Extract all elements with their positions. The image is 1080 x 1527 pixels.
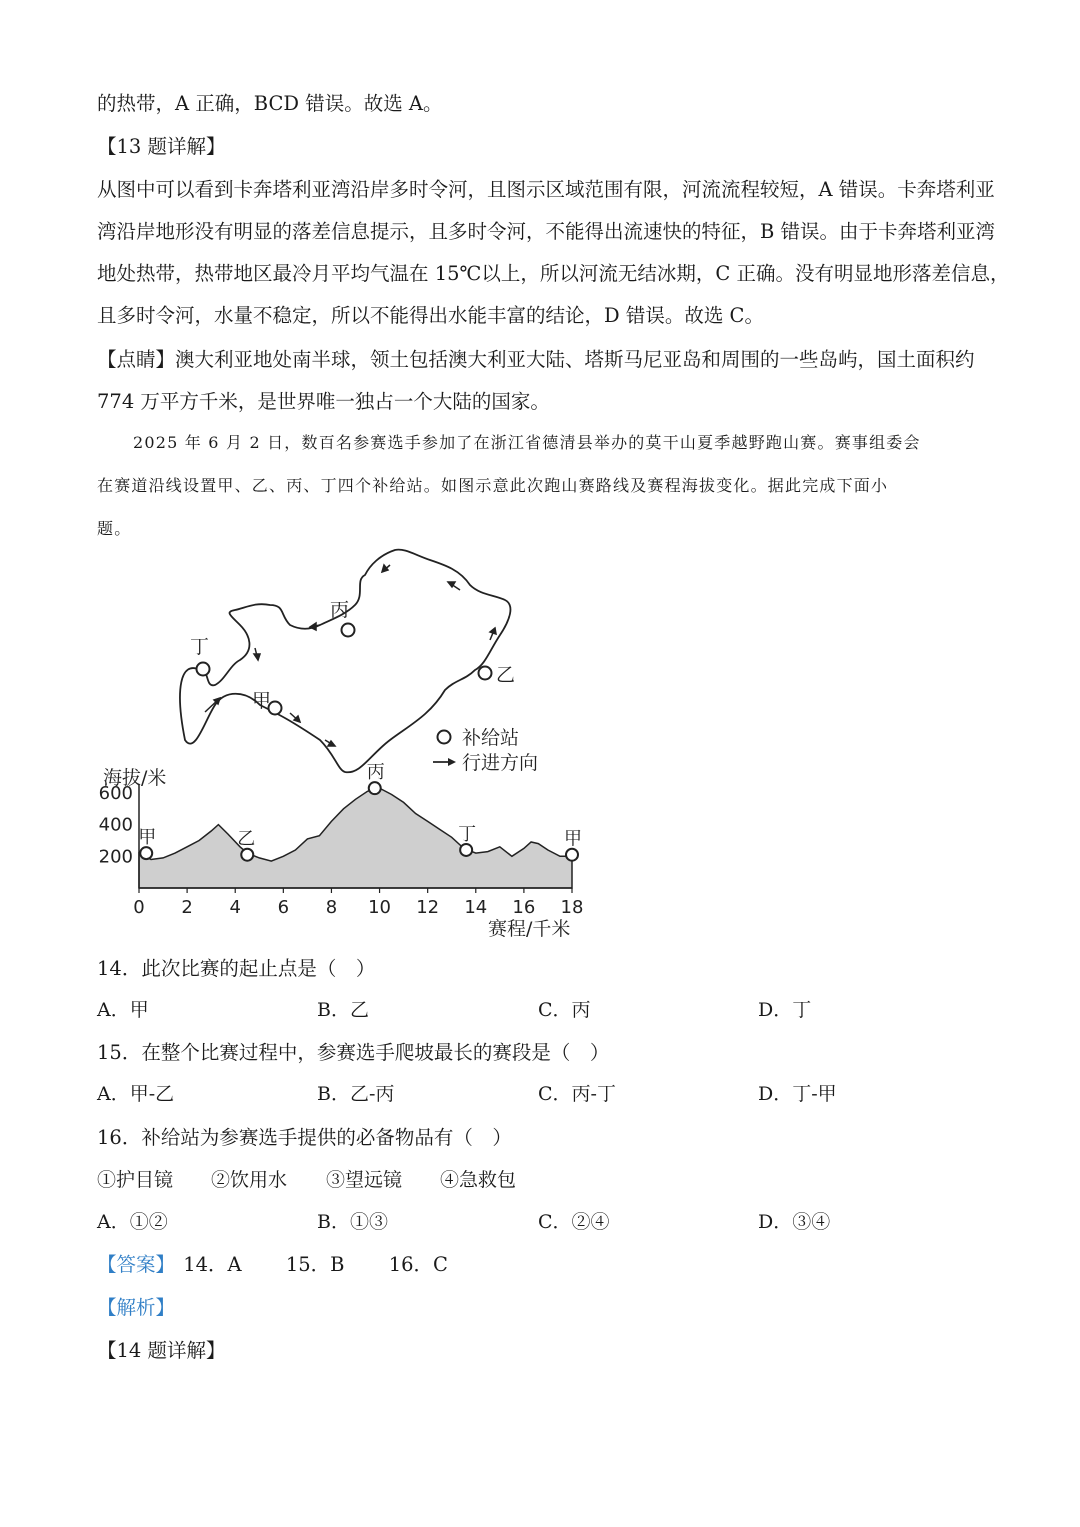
q16-item: ②饮用水 [211,1169,288,1191]
station-yi-label: 乙 [496,664,516,686]
answer-label: 【答案】 [97,1253,176,1276]
q15-option-d[interactable]: D．丁-甲 [758,1083,837,1105]
profile-station-marker [566,849,578,861]
legend-station-icon [438,731,451,744]
q15-option-a[interactable]: A．甲-乙 [97,1083,175,1105]
intro-line: 题。 [97,519,132,538]
y-tick-label: 400 [98,814,133,836]
route-map [170,540,590,780]
legend-station-label: 补给站 [462,727,520,749]
station-yi-marker [479,667,492,680]
legend-direction-label: 行进方向 [462,752,539,774]
answer-16: 16．C [388,1253,448,1276]
dianjing-text: 澳大利亚地处南半球，领土包括澳大利亚大陆、塔斯马尼亚岛和周围的一些岛屿，国土面积约 [175,348,975,371]
q16-item: ①护目镜 [97,1169,174,1191]
answer-15: 15．B [285,1253,345,1276]
profile-station-marker [369,782,381,794]
station-jia-label: 甲 [252,690,272,712]
profile-station-marker [140,847,152,859]
x-tick-label: 10 [368,897,392,918]
route-path [180,550,510,773]
direction-arrows [205,565,496,746]
profile-station-marker [241,849,253,861]
answer-line [97,1251,448,1279]
q16-option-c[interactable]: C．②④ [538,1211,610,1233]
q16-item: ④急救包 [440,1169,517,1191]
y-axis-label: 海拔/米 [103,767,167,789]
elevation-profile-chart [95,760,615,945]
x-axis-label: 赛程/千米 [488,918,571,940]
section-13-heading: 【13 题详解】 [97,135,226,158]
x-tick-label: 14 [464,897,488,918]
dianjing-line-2: 774 万平方千米，是世界唯一独占一个大陆的国家。 [97,390,550,413]
profile-station-label: 乙 [237,828,256,850]
q16-option-a[interactable]: A．①② [97,1211,168,1233]
x-tick-label: 16 [512,897,536,918]
profile-station-label: 甲 [138,827,157,849]
prev-conclusion-line: 的热带，A 正确，BCD 错误。故选 A。 [97,92,443,115]
intro-line: 2025 年 6 月 2 日，数百名参赛选手参加了在浙江省德清县举办的莫干山夏季越野跑山赛。赛事组委会 [133,433,921,452]
q15-option-b[interactable]: B．乙-丙 [317,1083,395,1105]
q14-option-d[interactable]: D．丁 [758,999,812,1021]
x-tick-label: 12 [416,897,440,918]
x-tick-label: 6 [277,897,290,918]
section-13-text-line: 湾沿岸地形没有明显的落差信息提示，且多时令河，不能得出流速快的特征，B 错误。由于卡奔塔利亚湾 [97,220,996,243]
q14-option-a[interactable]: A．甲 [97,999,149,1021]
question-16-stem: 16．补给站为参赛选手提供的必备物品有（ ） [97,1126,512,1149]
q15-option-c[interactable]: C．丙-丁 [538,1083,616,1105]
station-ding-label: 丁 [190,636,210,658]
intro-line: 在赛道沿线设置甲、乙、丙、丁四个补给站。如图示意此次跑山赛路线及赛程海拔变化。据此完成下面小 [97,476,889,495]
elevation-area [139,788,572,888]
x-tick-label: 0 [133,897,145,918]
profile-station-label: 丙 [366,762,385,784]
station-markers [197,624,492,715]
q16-option-d[interactable]: D．③④ [758,1211,831,1233]
question-14-stem: 14．此次比赛的起止点是（ ） [97,957,376,980]
station-ding-marker [197,663,210,676]
station-bing-marker [342,624,355,637]
section-13-text-line: 且多时令河，水量不稳定，所以不能得出水能丰富的结论，D 错误。故选 C。 [97,304,764,327]
q14-option-c[interactable]: C．丙 [538,999,591,1021]
y-tick-label: 600 [98,782,133,804]
q16-option-b[interactable]: B．①③ [317,1211,388,1233]
y-tick-label: 200 [98,846,133,868]
dianjing-label: 【点睛】 [97,348,176,371]
section-13-text-line: 地处热带，热带地区最冷月平均气温在 15℃以上，所以河流无结冰期，C 正确。没有明显地形落差信息， [97,262,1010,285]
x-tick-label: 4 [229,897,241,918]
station-bing-label: 丙 [330,599,350,621]
x-tick-label: 18 [560,897,584,918]
dianjing-line [97,346,975,374]
section-14-heading: 【14 题详解】 [97,1339,226,1362]
profile-station-label: 甲 [564,828,582,850]
x-tick-label: 8 [325,897,338,918]
x-tick-label: 2 [181,897,193,918]
q14-option-b[interactable]: B．乙 [317,999,369,1021]
profile-station-label: 丁 [458,823,477,845]
answer-14: 14．A [183,1253,242,1276]
section-13-text-line: 从图中可以看到卡奔塔利亚湾沿岸多时令河，且图示区域范围有限，河流流程较短，A 错误。卡奔塔利亚 [97,178,995,201]
q16-item: ③望远镜 [326,1169,403,1191]
analysis-label: 【解析】 [97,1296,176,1319]
profile-station-marker [460,844,472,856]
question-15-stem: 15．在整个比赛过程中，参赛选手爬坡最长的赛段是（ ） [97,1041,610,1064]
